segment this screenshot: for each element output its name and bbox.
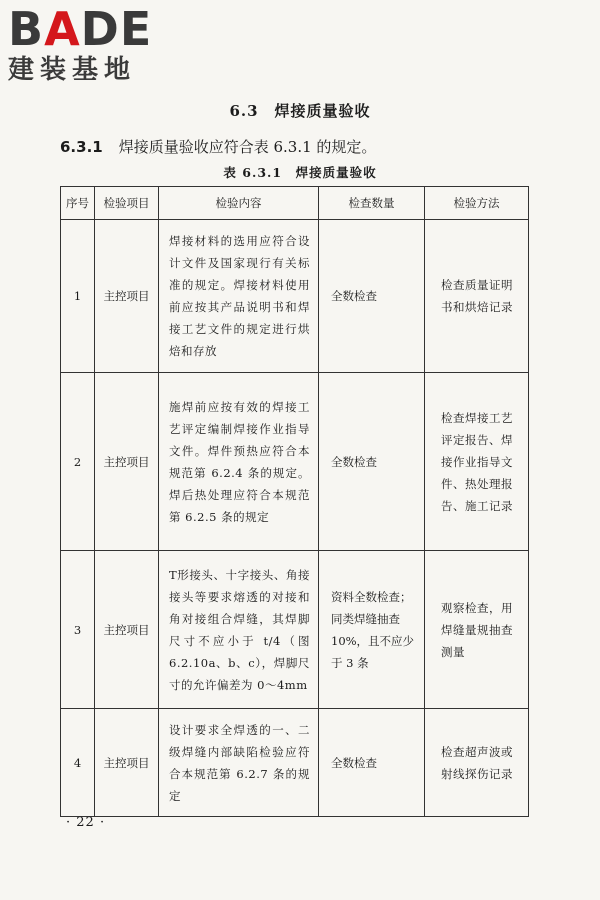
page-number: · 22 · (66, 815, 106, 830)
header-no: 序号 (61, 187, 95, 220)
row-no: 1 (61, 220, 95, 373)
logo-letters-prefix: B (8, 2, 45, 56)
bade-logo (8, 2, 178, 86)
row-method: 观察检查，用焊缝量规抽查测量 (425, 551, 529, 709)
row-item: 主控项目 (95, 373, 159, 551)
row-item: 主控项目 (95, 220, 159, 373)
row-qty: 全数检查 (319, 709, 425, 817)
row-content: T形接头、十字接头、角接接头等要求熔透的对接和角对接组合焊缝，其焊脚尺寸不应小于 t/4（图 6.2.10a、b、c），焊脚尺寸的允许偏差为 0～4mm (159, 551, 319, 709)
section-title: 6.3 焊接质量验收 (229, 102, 371, 120)
row-content: 施焊前应按有效的焊接工艺评定编制焊接作业指导文件。焊件预热应符合本规范第 6.2.4 条的规定。焊后热处理应符合本规范第 6.2.5 条的规定 (159, 373, 319, 551)
row-content: 焊接材料的选用应符合设计文件及国家现行有关标准的规定。焊接材料使用前应按其产品说明书和焊接工艺文件的规定进行烘焙和存放 (159, 220, 319, 373)
row-method: 检查焊接工艺评定报告、焊接作业指导文件、热处理报告、施工记录 (425, 373, 529, 551)
row-no: 2 (61, 373, 95, 551)
row-qty: 全数检查 (319, 373, 425, 551)
row-method: 检查质量证明书和烘焙记录 (425, 220, 529, 373)
header-item: 检验项目 (95, 187, 159, 220)
row-content: 设计要求全焊透的一、二级焊缝内部缺陷检验应符合本规范第 6.2.7 条的规定 (159, 709, 319, 817)
row-no: 3 (61, 551, 95, 709)
table-row (61, 220, 529, 373)
row-qty: 资料全数检查；同类焊缝抽查 10%，且不应少于 3 条 (319, 551, 425, 709)
row-item: 主控项目 (95, 709, 159, 817)
row-item: 主控项目 (95, 551, 159, 709)
header-method: 检验方法 (425, 187, 529, 220)
clause-paragraph (60, 136, 376, 157)
table-header-row (61, 187, 529, 220)
weld-quality-table (60, 186, 529, 817)
logo-letters-suffix: DE (80, 2, 153, 56)
table-title: 表 6.3.1 焊接质量验收 (223, 165, 377, 180)
clause-text: 焊接质量验收应符合表 6.3.1 的规定。 (118, 138, 377, 156)
logo-wordmark (8, 2, 178, 56)
logo-letter-accent: A (44, 2, 81, 56)
logo-subtitle: 建装基地 (8, 55, 137, 85)
table-row (61, 551, 529, 709)
table-row (61, 709, 529, 817)
row-no: 4 (61, 709, 95, 817)
row-method: 检查超声波或射线探伤记录 (425, 709, 529, 817)
row-qty: 全数检查 (319, 220, 425, 373)
table-row (61, 373, 529, 551)
header-qty: 检查数量 (319, 187, 425, 220)
header-content: 检验内容 (159, 187, 319, 220)
clause-number: 6.3.1 (60, 138, 103, 156)
